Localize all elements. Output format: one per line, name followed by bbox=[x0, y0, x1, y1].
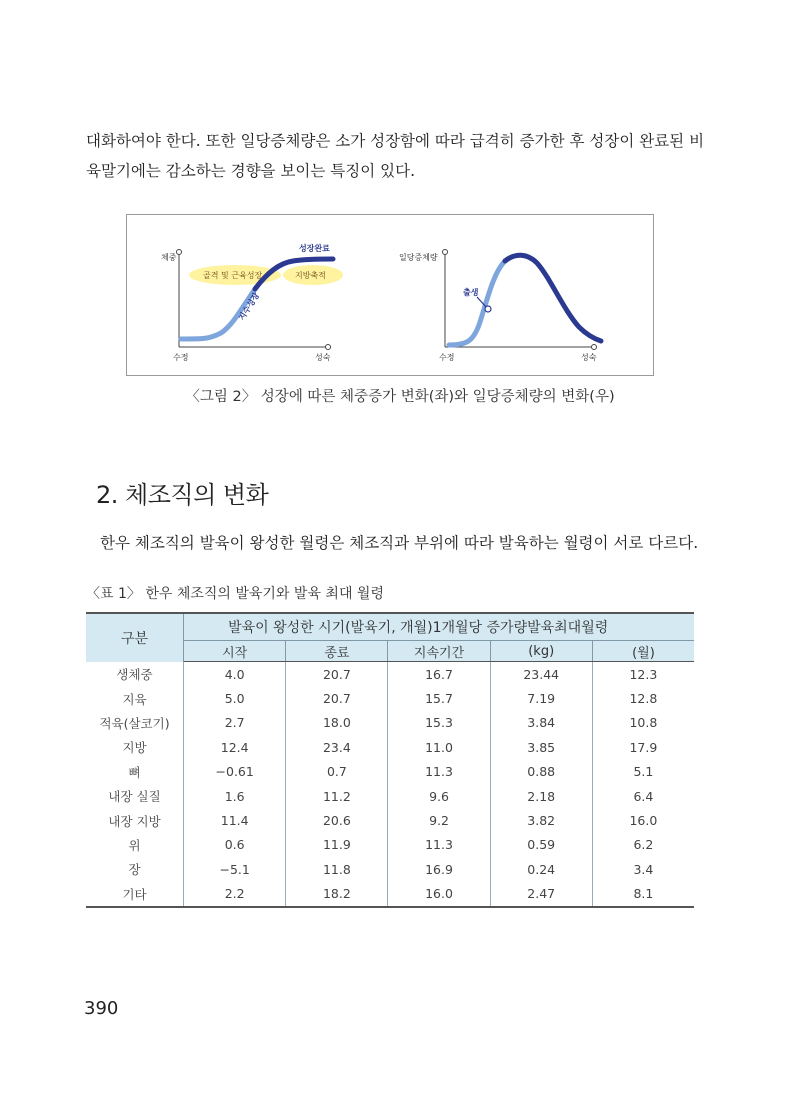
table-cell: 16.9 bbox=[388, 857, 490, 881]
table-cell: 11.8 bbox=[286, 857, 388, 881]
row-label: 지육 bbox=[86, 686, 184, 710]
table-cell: 6.4 bbox=[592, 784, 694, 808]
left-chart bbox=[161, 243, 343, 362]
table-cell: 11.2 bbox=[286, 784, 388, 808]
right-x-start: 수정 bbox=[439, 353, 455, 362]
table-cell: 11.3 bbox=[388, 760, 490, 784]
table-cell: 7.19 bbox=[490, 686, 592, 710]
growth-figure-svg bbox=[127, 215, 653, 375]
table-row bbox=[86, 882, 694, 907]
table-cell: 15.3 bbox=[388, 711, 490, 735]
table-cell: 18.0 bbox=[286, 711, 388, 735]
table-cell: 2.2 bbox=[184, 882, 286, 907]
birth-marker bbox=[485, 306, 491, 312]
table-row bbox=[86, 686, 694, 710]
left-y-label: 체중 bbox=[161, 253, 177, 262]
table-cell: 15.7 bbox=[388, 686, 490, 710]
table-cell: 4.0 bbox=[224, 666, 245, 682]
table-row bbox=[86, 808, 694, 832]
right-curve-light bbox=[449, 261, 505, 345]
table-cell: 23.4 bbox=[286, 735, 388, 759]
table-row bbox=[86, 711, 694, 735]
header-start: 시작 bbox=[184, 641, 286, 662]
right-y-axis-end bbox=[443, 250, 448, 255]
table-cell: 3.82 bbox=[490, 808, 592, 832]
table-cell: 12.8 bbox=[592, 686, 694, 710]
table-cell: 1.6 bbox=[224, 788, 245, 804]
table-cell: 0.88 bbox=[490, 760, 592, 784]
table-cell: 2.47 bbox=[490, 882, 592, 907]
complete-label: 성장완료 bbox=[299, 244, 330, 253]
table-cell: 20.6 bbox=[286, 808, 388, 832]
header-duration: 지속기간 bbox=[388, 641, 490, 662]
table-cell: 11.0 bbox=[388, 735, 490, 759]
right-birth-label: 출생 bbox=[463, 288, 479, 297]
table-row bbox=[86, 784, 694, 808]
group-header: 발육이 왕성한 시기(발육기, 개월)1개월당 증가량발육최대월령 bbox=[184, 613, 694, 641]
header-end: 종료 bbox=[286, 641, 388, 662]
table-cell: 8.1 bbox=[592, 882, 694, 907]
body-paragraph-1: 대화하여야 한다. 또한 일당증체량은 소가 성장함에 따라 급격히 증가한 후 성장이 완료된 비육말기에는 감소하는 경향을 보이는 특징이 있다. bbox=[86, 132, 705, 180]
table-row bbox=[86, 735, 694, 759]
table-cell: 0.7 bbox=[286, 760, 388, 784]
table-cell: 23.44 bbox=[490, 662, 592, 687]
table-cell: 20.7 bbox=[286, 686, 388, 710]
table-body bbox=[86, 662, 694, 907]
table-row bbox=[86, 833, 694, 857]
header-month: (월) bbox=[592, 641, 694, 662]
table-cell: 11.3 bbox=[388, 833, 490, 857]
left-x-start: 수정 bbox=[173, 353, 189, 362]
right-x-axis-end bbox=[592, 345, 597, 350]
body-paragraph-2: 한우 체조직의 발육이 왕성한 월령은 체조직과 부위에 따라 발육하는 월령이 서로 다르다. bbox=[100, 534, 699, 552]
page-number: 390 bbox=[84, 998, 119, 1019]
table-header-row-1 bbox=[86, 613, 694, 641]
table-cell: 3.84 bbox=[490, 711, 592, 735]
row-label: 생체중 bbox=[86, 662, 184, 687]
table-cell: 16.7 bbox=[388, 662, 490, 687]
fat-label: 지방축적 bbox=[295, 271, 326, 280]
table-cell: −5.1 bbox=[219, 861, 250, 877]
right-curve-dark bbox=[505, 255, 601, 341]
table-cell: 0.59 bbox=[490, 833, 592, 857]
header-kg: (kg) bbox=[490, 641, 592, 662]
bone-muscle-label: 골격 및 근육성장 bbox=[203, 271, 263, 280]
left-birth-label: 출생 bbox=[185, 326, 201, 335]
table-cell: 12.3 bbox=[592, 662, 694, 687]
right-y-label: 일당증체량 bbox=[399, 253, 438, 262]
row-label: 뼈 bbox=[86, 760, 184, 784]
row-label: 지방 bbox=[86, 735, 184, 759]
table-cell: 2.7 bbox=[224, 715, 245, 731]
table-cell: 5.0 bbox=[224, 691, 245, 707]
row-label: 내장 지방 bbox=[86, 808, 184, 832]
exponential-label: 지수성장 bbox=[237, 291, 262, 323]
row-label: 장 bbox=[86, 857, 184, 881]
table-cell: 10.8 bbox=[592, 711, 694, 735]
row-label: 적육(살코기) bbox=[86, 711, 184, 735]
row-label: 기타 bbox=[86, 882, 184, 907]
table-cell: 0.24 bbox=[490, 857, 592, 881]
table-cell: 16.0 bbox=[592, 808, 694, 832]
table-row bbox=[86, 760, 694, 784]
table-row bbox=[86, 662, 694, 687]
row-header: 구분 bbox=[86, 613, 184, 662]
section-title: 2. 체조직의 변화 bbox=[96, 481, 269, 509]
table-cell: 6.2 bbox=[592, 833, 694, 857]
table-cell: 3.85 bbox=[490, 735, 592, 759]
table-cell: 17.9 bbox=[592, 735, 694, 759]
table-cell: 11.4 bbox=[220, 813, 249, 829]
growth-figure bbox=[126, 214, 654, 376]
left-x-axis-end bbox=[326, 345, 331, 350]
row-label: 위 bbox=[86, 833, 184, 857]
table-cell: 18.2 bbox=[286, 882, 388, 907]
right-x-end: 성숙 bbox=[581, 353, 597, 362]
figure-caption: 〈그림 2〉 성장에 따른 체중증가 변화(좌)와 일당증체량의 변화(우) bbox=[185, 389, 615, 405]
table-cell: 20.7 bbox=[286, 662, 388, 687]
table-cell: 2.18 bbox=[490, 784, 592, 808]
table-cell: 11.9 bbox=[286, 833, 388, 857]
table-cell: 9.2 bbox=[388, 808, 490, 832]
table-cell: 3.4 bbox=[592, 857, 694, 881]
table-cell: 9.6 bbox=[388, 784, 490, 808]
left-y-axis-end bbox=[177, 250, 182, 255]
table-row bbox=[86, 857, 694, 881]
table-cell: 16.0 bbox=[388, 882, 490, 907]
table-cell: 12.4 bbox=[220, 739, 249, 755]
table-cell: 5.1 bbox=[592, 760, 694, 784]
left-x-end: 성숙 bbox=[315, 353, 331, 362]
growth-table bbox=[86, 612, 694, 908]
table-caption: 〈표 1〉 한우 체조직의 발육기와 발육 최대 월령 bbox=[86, 586, 384, 602]
right-chart bbox=[399, 250, 601, 363]
table-cell: −0.61 bbox=[215, 764, 254, 780]
table-cell: 0.6 bbox=[224, 837, 245, 853]
row-label: 내장 실질 bbox=[86, 784, 184, 808]
